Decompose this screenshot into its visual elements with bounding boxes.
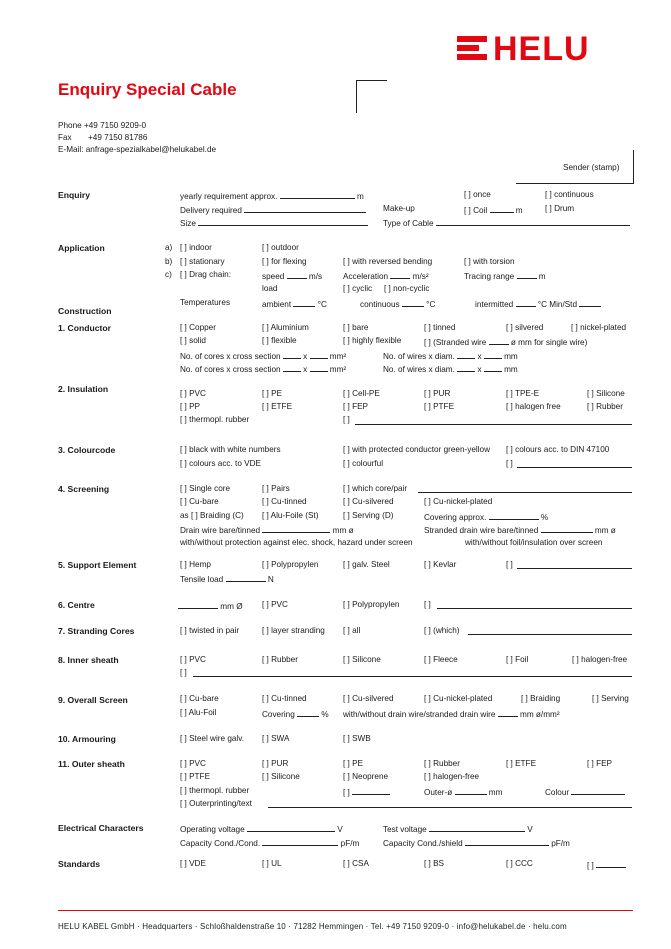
outer-pvc[interactable]: [ ] PVC (180, 759, 206, 768)
section-electrical: Electrical Characters (58, 823, 144, 833)
el-capacity-shield[interactable]: Capacity Cond./shield pF/m (383, 839, 570, 848)
inner-other-line[interactable] (193, 676, 632, 677)
scr-single-core[interactable]: [ ] Single core (180, 484, 231, 493)
label-b: b) (165, 257, 173, 266)
cc-other[interactable]: [ ] (506, 459, 513, 468)
scr-as[interactable]: as [ ] Braiding (C) (180, 511, 244, 520)
str-twisted-pair[interactable]: [ ] twisted in pair (180, 626, 240, 635)
solid-checkbox[interactable]: [ ] solid (180, 336, 206, 345)
drag-chain-checkbox[interactable]: [ ] Drag chain: (180, 270, 231, 279)
yearly-requirement[interactable]: yearly requirement approx. m (180, 192, 364, 201)
arm-swa[interactable]: [ ] SWA (262, 734, 290, 743)
ins-halogen-free[interactable]: [ ] halogen free (506, 402, 561, 411)
ins-rubber[interactable]: [ ] Rubber (587, 402, 623, 411)
os-alu-foil[interactable]: [ ] Alu-Foil (180, 708, 217, 717)
intermitted-field[interactable]: intermitted °C Min/Std (475, 298, 601, 310)
std-ccc[interactable]: [ ] CCC (506, 859, 533, 868)
ins-pur[interactable]: [ ] PUR (424, 389, 451, 398)
stranded-wire-checkbox[interactable]: [ ] (Stranded wire ø mm for single wire) (424, 338, 588, 347)
cc-black-white[interactable]: [ ] black with white numbers (180, 445, 281, 454)
sup-other-line[interactable] (517, 568, 632, 569)
scr-cu-nickel[interactable]: [ ] Cu-nickel-plated (424, 497, 493, 506)
ins-tpe-e[interactable]: [ ] TPE-E (506, 389, 540, 398)
scr-alu-foile[interactable]: [ ] Alu-Foile (St) (262, 511, 319, 520)
str-all[interactable]: [ ] all (343, 626, 361, 635)
centre-polypropylen[interactable]: [ ] Polypropylen (343, 600, 400, 609)
outer-pur[interactable]: [ ] PUR (262, 759, 289, 768)
continuous-temp-field[interactable]: continuous °C (360, 300, 436, 309)
silvered-checkbox[interactable]: [ ] silvered (506, 323, 544, 332)
phone: Phone +49 7150 9209-0 (58, 121, 147, 130)
wires-diam-1[interactable]: No. of wires x diam. x mm (383, 352, 518, 361)
el-test-voltage[interactable]: Test voltage V (383, 825, 533, 834)
std-bs[interactable]: [ ] BS (424, 859, 445, 868)
outer-silicone[interactable]: [ ] Silicone (262, 772, 300, 781)
inner-foil[interactable]: [ ] Foil (506, 655, 529, 664)
inner-pvc[interactable]: [ ] PVC (180, 655, 206, 664)
reversed-bending-checkbox[interactable]: [ ] with reversed bending (343, 257, 433, 266)
outer-rubber[interactable]: [ ] Rubber (424, 759, 460, 768)
cc-din[interactable]: [ ] colours acc. to DIN 47100 (506, 445, 610, 454)
ins-other[interactable]: [ ] (343, 415, 350, 424)
os-serving[interactable]: [ ] Serving (592, 694, 629, 703)
ins-etfe[interactable]: [ ] ETFE (262, 402, 293, 411)
once-checkbox[interactable]: [ ] once (464, 190, 491, 199)
indoor-checkbox[interactable]: [ ] indoor (180, 243, 212, 252)
load-label: load (262, 284, 278, 293)
outer-thermopl-rubber[interactable]: [ ] thermopl. rubber (180, 786, 250, 795)
os-cu-silvered[interactable]: [ ] Cu-silvered (343, 694, 394, 703)
std-other[interactable]: [ ] (587, 859, 626, 871)
ambient-field[interactable]: ambient °C (262, 300, 327, 309)
highly-flexible-checkbox[interactable]: [ ] highly flexible (343, 336, 402, 345)
footer-address: HELU KABEL GmbH · Headquarters · Schloßhaldenstraße 10 · 71282 Hemmingen · Tel. +49 7150 9209-0 · info@helukabel.de · helu.com (58, 922, 567, 931)
std-csa[interactable]: [ ] CSA (343, 859, 369, 868)
cores-cross-section-2[interactable]: No. of cores x cross section x mm² (180, 365, 347, 374)
ins-thermopl-rubber[interactable]: [ ] thermopl. rubber (180, 415, 250, 424)
flexible-checkbox[interactable]: [ ] flexible (262, 336, 297, 345)
outer-printing-line[interactable] (268, 807, 632, 808)
delivery-required[interactable]: Delivery required (180, 204, 366, 216)
scr-covering[interactable]: Covering approx. % (424, 513, 549, 522)
centre-pvc[interactable]: [ ] PVC (262, 600, 288, 609)
torsion-checkbox[interactable]: [ ] with torsion (464, 257, 515, 266)
section-stranding: 7. Stranding Cores (58, 626, 135, 636)
el-operating-voltage[interactable]: Operating voltage V (180, 825, 343, 834)
cc-colourful[interactable]: [ ] colourful (343, 459, 384, 468)
scr-which[interactable]: [ ] which core/pair (343, 484, 408, 493)
outer-halogen-free[interactable]: [ ] halogen-free (424, 772, 480, 781)
outdoor-checkbox[interactable]: [ ] outdoor (262, 243, 299, 252)
ins-pe[interactable]: [ ] PE (262, 389, 283, 398)
scr-drain-wire[interactable]: Drain wire bare/tinned mm ø (180, 526, 354, 535)
scr-cu-bare[interactable]: [ ] Cu-bare (180, 497, 219, 506)
cyclic-checkbox[interactable]: [ ] cyclic (343, 284, 373, 293)
arm-steel-wire[interactable]: [ ] Steel wire galv. (180, 734, 245, 743)
sup-other[interactable]: [ ] (506, 560, 513, 569)
address-corner (356, 80, 387, 113)
scr-cu-tinned[interactable]: [ ] Cu-tinned (262, 497, 307, 506)
label-a: a) (165, 243, 173, 252)
makeup-label: Make-up (383, 204, 415, 213)
section-inner-sheath: 8. Inner sheath (58, 655, 119, 665)
sup-hemp[interactable]: [ ] Hemp (180, 560, 211, 569)
section-construction: Construction (58, 306, 112, 316)
email: E-Mail: anfrage-spezialkabel@helukabel.de (58, 145, 217, 154)
drum-checkbox[interactable]: [ ] Drum (545, 204, 575, 213)
section-screening: 4. Screening (58, 484, 110, 494)
footer-rule (58, 910, 633, 911)
inner-halogen-free[interactable]: [ ] halogen-free (572, 655, 628, 664)
section-armouring: 10. Armouring (58, 734, 116, 744)
section-support: 5. Support Element (58, 560, 137, 570)
wires-diam-2[interactable]: No. of wires x diam. x mm (383, 365, 518, 374)
outer-fep[interactable]: [ ] FEP (587, 759, 613, 768)
outer-ptfe[interactable]: [ ] PTFE (180, 772, 211, 781)
std-ul[interactable]: [ ] UL (262, 859, 282, 868)
inner-rubber[interactable]: [ ] Rubber (262, 655, 298, 664)
copper-checkbox[interactable]: [ ] Copper (180, 323, 216, 332)
fax-label: Fax (58, 133, 72, 142)
outer-etfe[interactable]: [ ] ETFE (506, 759, 537, 768)
inner-other[interactable]: [ ] (180, 668, 187, 677)
section-insulation: 2. Insulation (58, 384, 109, 394)
centre-mm[interactable]: mm Ø (178, 600, 243, 612)
noncyclic-checkbox[interactable]: [ ] non-cyclic (384, 284, 430, 293)
temperatures-label: Temperatures (180, 298, 231, 307)
inner-fleece[interactable]: [ ] Fleece (424, 655, 458, 664)
scr-pairs[interactable]: [ ] Pairs (262, 484, 290, 493)
stationary-checkbox[interactable]: [ ] stationary (180, 257, 225, 266)
scr-which-line[interactable] (418, 492, 632, 493)
os-drain-wire[interactable]: with/without drain wire/stranded drain wire mm ø/mm² (343, 710, 560, 719)
cc-protected-gy[interactable]: [ ] with protected conductor green-yellow (343, 445, 490, 454)
ins-pp[interactable]: [ ] PP (180, 402, 201, 411)
os-braiding[interactable]: [ ] Braiding (521, 694, 561, 703)
sender-label: Sender (stamp) (563, 163, 620, 172)
ins-cell-pe[interactable]: [ ] Cell-PE (343, 389, 380, 398)
section-application: Application (58, 243, 105, 253)
outer-colour[interactable]: Colour (545, 786, 625, 798)
label-c: c) (165, 270, 172, 279)
centre-other-line[interactable] (437, 608, 632, 609)
ins-fep[interactable]: [ ] FEP (343, 402, 369, 411)
os-cu-bare[interactable]: [ ] Cu-bare (180, 694, 219, 703)
section-overall-screen: 9. Overall Screen (58, 695, 128, 705)
outer-diameter[interactable]: Outer-ø mm (424, 788, 503, 797)
tracing-range-field[interactable]: Tracing range m (464, 272, 546, 281)
scr-cu-silvered[interactable]: [ ] Cu-silvered (343, 497, 394, 506)
helu-logo: HELU (493, 30, 590, 68)
cc-vde[interactable]: [ ] colours acc. to VDE (180, 459, 261, 468)
std-vde[interactable]: [ ] VDE (180, 859, 206, 868)
bare-checkbox[interactable]: [ ] bare (343, 323, 369, 332)
ins-other-line[interactable] (355, 424, 632, 425)
acceleration-field[interactable]: Acceleration m/s² (343, 272, 429, 281)
nickel-plated-checkbox[interactable]: [ ] nickel-plated (571, 323, 627, 332)
outer-other[interactable]: [ ] (343, 786, 390, 798)
ins-pvc[interactable]: [ ] PVC (180, 389, 206, 398)
type-of-cable[interactable]: Type of Cable (383, 217, 630, 229)
arm-swb[interactable]: [ ] SWB (343, 734, 371, 743)
aluminium-checkbox[interactable]: [ ] Aluminium (262, 323, 309, 332)
str-which-line[interactable] (468, 634, 632, 635)
outer-neoprene[interactable]: [ ] Neoprene (343, 772, 389, 781)
str-layer[interactable]: [ ] layer stranding (262, 626, 325, 635)
continuous-checkbox[interactable]: [ ] continuous (545, 190, 594, 199)
centre-other[interactable]: [ ] (424, 600, 431, 609)
section-conductor: 1. Conductor (58, 323, 111, 333)
str-which[interactable]: [ ] (which) (424, 626, 460, 635)
flexing-checkbox[interactable]: [ ] for flexing (262, 257, 307, 266)
section-colourcode: 3. Colourcode (58, 445, 116, 455)
speed-field[interactable]: speed m/s (262, 272, 323, 281)
fax-value: +49 7150 81786 (88, 133, 148, 142)
ins-ptfe[interactable]: [ ] PTFE (424, 402, 455, 411)
os-cu-nickel[interactable]: [ ] Cu-nickel-plated (424, 694, 493, 703)
scr-foil-over[interactable]: with/without foil/insulation over screen (465, 538, 603, 547)
helu-logo-mark (457, 36, 487, 63)
cc-other-line[interactable] (517, 467, 632, 468)
sup-kevlar[interactable]: [ ] Kevlar (424, 560, 457, 569)
scr-stranded-drain[interactable]: Stranded drain wire bare/tinned mm ø (424, 526, 616, 535)
sup-galv-steel[interactable]: [ ] galv. Steel (343, 560, 390, 569)
tinned-checkbox[interactable]: [ ] tinned (424, 323, 456, 332)
outer-printing[interactable]: [ ] Outerprinting/text (180, 799, 252, 808)
os-covering[interactable]: Covering % (262, 710, 329, 719)
outer-pe[interactable]: [ ] PE (343, 759, 364, 768)
section-standards: Standards (58, 859, 101, 869)
sup-tensile-load[interactable]: Tensile load N (180, 575, 274, 584)
size-field[interactable]: Size (180, 217, 368, 229)
sup-polypropylen[interactable]: [ ] Polypropylen (262, 560, 319, 569)
page-title: Enquiry Special Cable (58, 80, 237, 99)
cores-cross-section-1[interactable]: No. of cores x cross section x mm² (180, 352, 347, 361)
el-capacity-cond[interactable]: Capacity Cond./Cond. pF/m (180, 839, 360, 848)
section-centre: 6. Centre (58, 600, 95, 610)
section-enquiry: Enquiry (58, 190, 90, 200)
coil-checkbox[interactable]: [ ] Coil m (464, 206, 523, 215)
scr-serving[interactable]: [ ] Serving (D) (343, 511, 394, 520)
os-cu-tinned[interactable]: [ ] Cu-tinned (262, 694, 307, 703)
ins-silicone[interactable]: [ ] Silicone (587, 389, 625, 398)
scr-shock-protection[interactable]: with/without protection against elec. shock, hazard under screen (180, 538, 413, 547)
section-outer-sheath: 11. Outer sheath (58, 759, 125, 769)
inner-silicone[interactable]: [ ] Silicone (343, 655, 381, 664)
